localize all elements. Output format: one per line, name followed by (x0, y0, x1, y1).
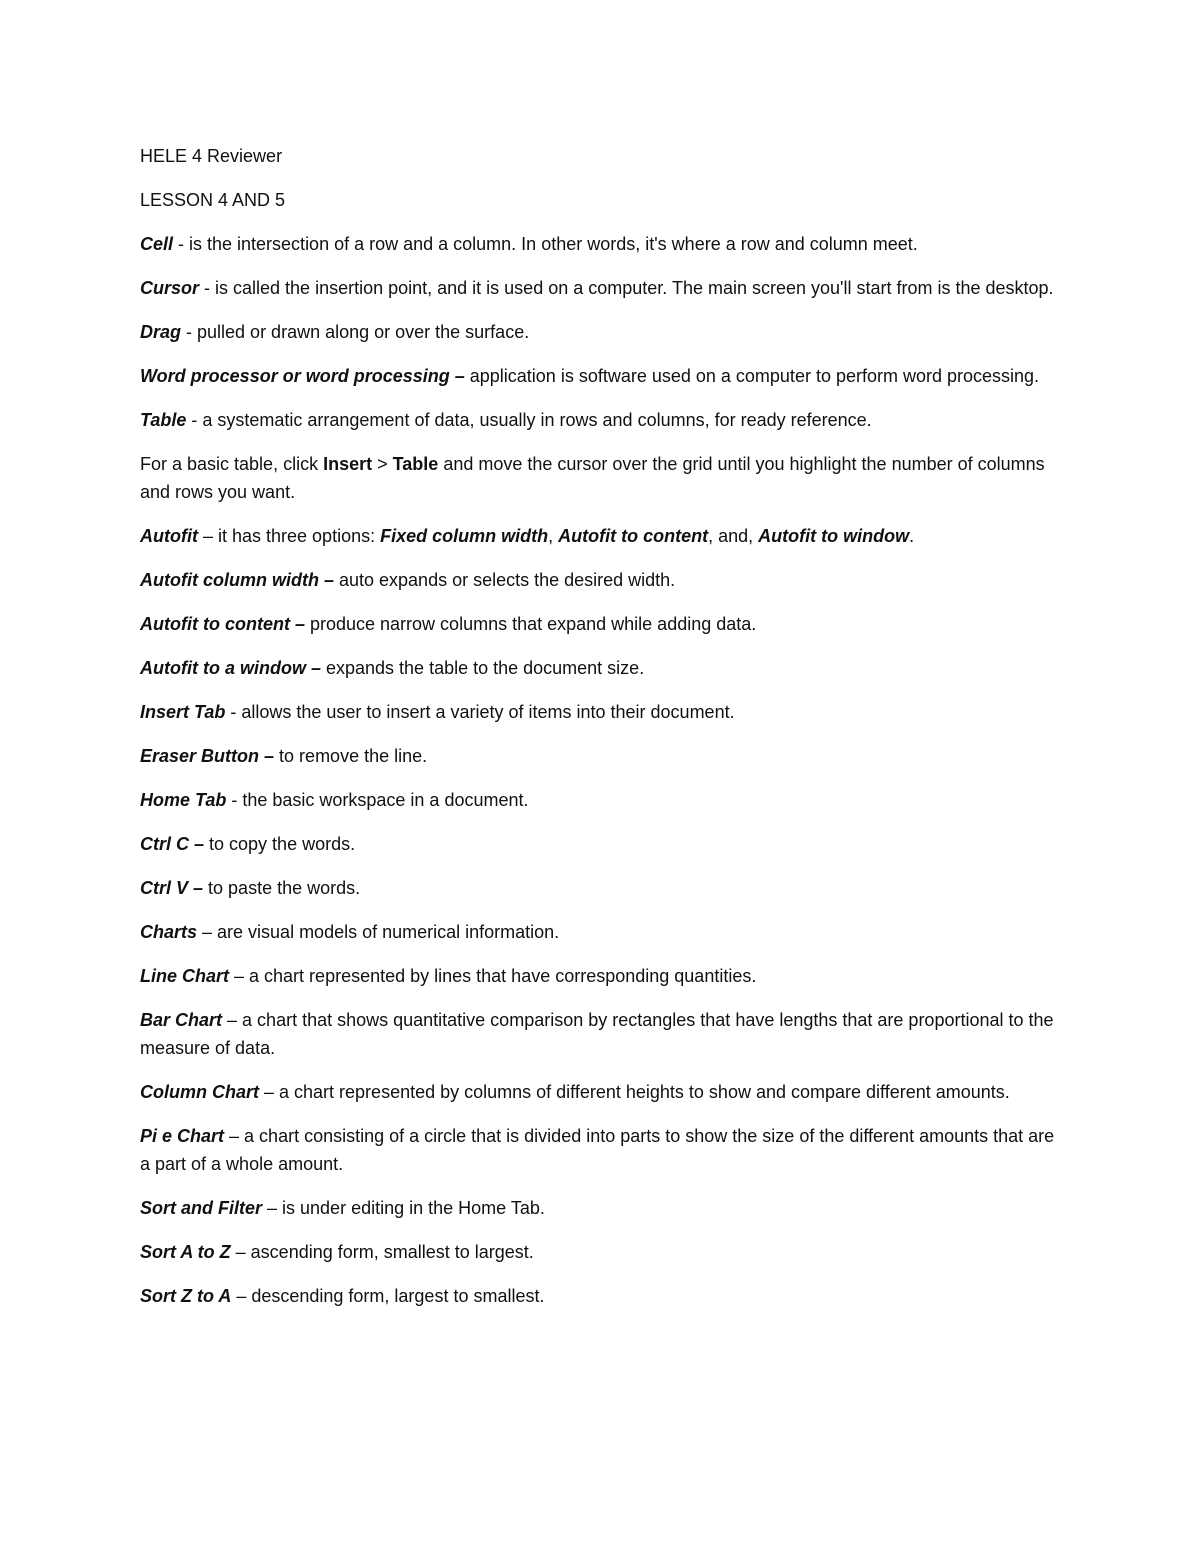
document-body (140, 142, 1065, 1326)
definition-text: – is under editing in the Home Tab. (262, 1198, 545, 1218)
definition-sort-a-to-z (140, 1238, 1065, 1266)
definition-term: Sort Z to A (140, 1286, 232, 1306)
definition-charts (140, 918, 1065, 946)
instruction-text: and move the cursor over the grid until you highlight the number of columns and rows you want. (140, 454, 1045, 502)
basic-table-instructions (140, 450, 1065, 506)
definition-autofit-column-width (140, 566, 1065, 594)
definition-text: - a systematic arrangement of data, usually in rows and columns, for ready reference. (186, 410, 872, 430)
definition-cursor (140, 274, 1065, 302)
definition-term: Home Tab (140, 790, 227, 810)
definition-text: application is software used on a computer to perform word processing. (464, 366, 1040, 386)
definition-word-processor (140, 362, 1065, 390)
definition-term: Charts (140, 922, 198, 942)
definition-text: – a chart represented by lines that have corresponding quantities. (229, 966, 757, 986)
definition-sort-z-to-a (140, 1282, 1065, 1310)
period: . (909, 526, 915, 546)
definition-term: Pi e Chart (140, 1126, 225, 1146)
autofit-option-content: Autofit to content (558, 526, 709, 546)
instruction-text: For a basic table, click (140, 454, 324, 474)
definition-term: Autofit to a window – (140, 658, 321, 678)
definition-term: Eraser Button – (140, 746, 275, 766)
table-keyword: Table (392, 454, 439, 474)
definition-eraser-button (140, 742, 1065, 770)
definition-text: – descending form, largest to smallest. (231, 1286, 545, 1306)
autofit-option-fixed: Fixed column width (380, 526, 549, 546)
definition-term: Line Chart (140, 966, 230, 986)
definition-column-chart (140, 1078, 1065, 1106)
definition-text: - the basic workspace in a document. (226, 790, 529, 810)
insert-keyword: Insert (323, 454, 373, 474)
definition-term: Table (140, 410, 187, 430)
definition-home-tab (140, 786, 1065, 814)
definition-text: to remove the line. (274, 746, 428, 766)
definition-text: - pulled or drawn along or over the surface. (181, 322, 530, 342)
definition-term: Insert Tab (140, 702, 226, 722)
definition-term: Drag (140, 322, 182, 342)
definition-text: expands the table to the document size. (320, 658, 645, 678)
definition-term: Bar Chart (140, 1010, 223, 1030)
definition-term: Cursor (140, 278, 200, 298)
definition-ctrl-v (140, 874, 1065, 902)
definition-text: to copy the words. (204, 834, 356, 854)
definition-text: produce narrow columns that expand while adding data. (304, 614, 757, 634)
document-title: HELE 4 Reviewer (140, 146, 283, 166)
definition-text: – a chart represented by columns of different heights to show and compare different amounts. (259, 1082, 1010, 1102)
definition-text: - is the intersection of a row and a column. In other words, it's where a row and column meet. (173, 234, 918, 254)
definition-term: Column Chart (140, 1082, 259, 1102)
definition-cell (140, 230, 1065, 258)
definition-line-chart (140, 962, 1065, 990)
definition-text: – a chart consisting of a circle that is divided into parts to show the size of the different amounts that are a part of a whole amount. (140, 1126, 1055, 1174)
definition-text: – ascending form, smallest to largest. (230, 1242, 534, 1262)
definition-autofit-to-content (140, 610, 1065, 638)
definition-term: Autofit to content – (140, 614, 305, 634)
instruction-separator: > (372, 454, 393, 474)
separator: , (548, 526, 559, 546)
definition-text: – a chart that shows quantitative comparison by rectangles that have lengths that are proportional to the measure of data. (140, 1010, 1054, 1058)
definition-drag (140, 318, 1065, 346)
definition-term: Sort and Filter (140, 1198, 263, 1218)
definition-term: Sort A to Z (140, 1242, 231, 1262)
definition-text: – it has three options: (197, 526, 381, 546)
definition-autofit-to-window (140, 654, 1065, 682)
definition-sort-and-filter (140, 1194, 1065, 1222)
definition-term: Autofit column width – (140, 570, 334, 590)
definition-term: Word processor or word processing – (140, 366, 465, 386)
definition-term: Cell (140, 234, 174, 254)
definition-ctrl-c (140, 830, 1065, 858)
lesson-heading: LESSON 4 AND 5 (140, 190, 286, 210)
autofit-option-window: Autofit to window (758, 526, 910, 546)
definition-bar-chart (140, 1006, 1065, 1062)
definition-text: - is called the insertion point, and it is used on a computer. The main screen you'll start from is the desktop. (199, 278, 1054, 298)
definition-term: Ctrl C – (140, 834, 205, 854)
definition-pie-chart (140, 1122, 1065, 1178)
definition-term: Autofit (140, 526, 198, 546)
definition-text: to paste the words. (203, 878, 361, 898)
definition-table (140, 406, 1065, 434)
definition-text: – are visual models of numerical information. (197, 922, 560, 942)
definition-autofit (140, 522, 1065, 550)
definition-insert-tab (140, 698, 1065, 726)
definition-term: Ctrl V – (140, 878, 204, 898)
separator: , and, (708, 526, 759, 546)
definition-text: auto expands or selects the desired width. (333, 570, 676, 590)
definition-text: - allows the user to insert a variety of items into their document. (225, 702, 735, 722)
